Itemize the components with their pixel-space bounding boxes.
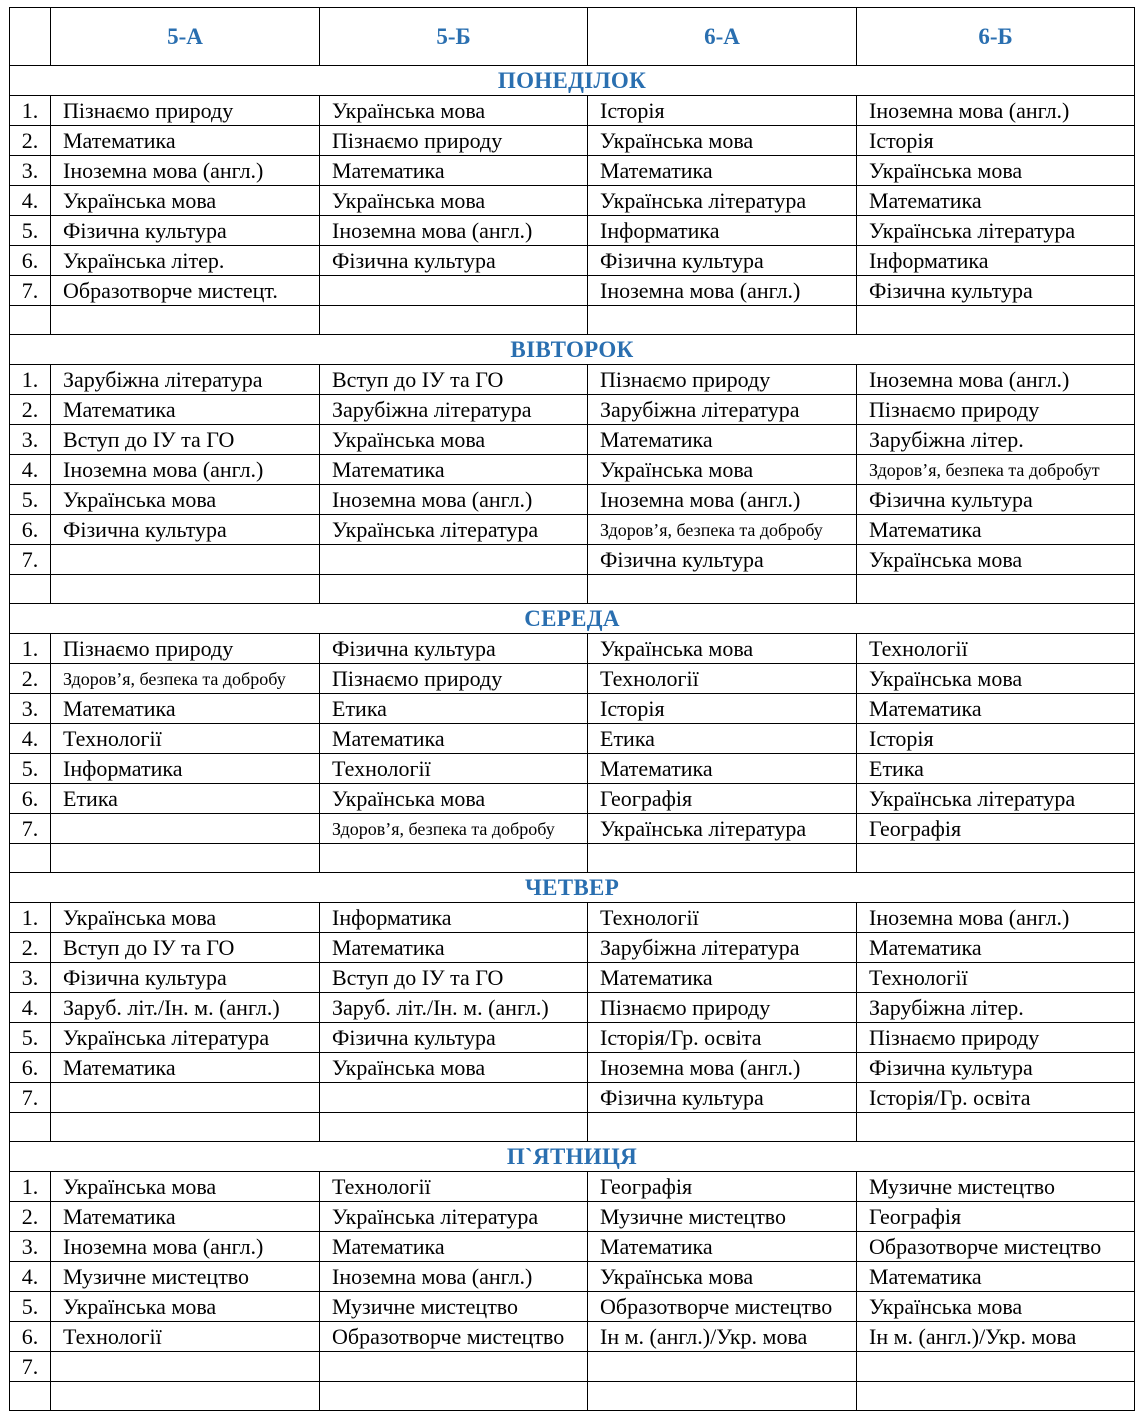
subject-cell-6b: Пізнаємо природу <box>857 395 1135 425</box>
lesson-number: 1. <box>10 365 51 395</box>
subject-cell-6a: Математика <box>588 156 857 186</box>
day-title: ПОНЕДІЛОК <box>10 66 1135 96</box>
subject-cell-5a: Українська мова <box>51 1292 320 1322</box>
lesson-row <box>10 993 1135 1023</box>
lesson-row <box>10 485 1135 515</box>
subject-cell-5a: Фізична культура <box>51 515 320 545</box>
subject-cell-5a: Математика <box>51 1202 320 1232</box>
day-title: СЕРЕДА <box>10 604 1135 634</box>
lesson-number: 4. <box>10 455 51 485</box>
lesson-number: 4. <box>10 993 51 1023</box>
blank-cell <box>10 306 51 335</box>
subject-cell-6b: Фізична культура <box>857 485 1135 515</box>
subject-cell-5b: Музичне мистецтво <box>320 1292 588 1322</box>
blank-cell <box>51 575 320 604</box>
subject-cell-6a: Іноземна мова (англ.) <box>588 1053 857 1083</box>
subject-cell-5a: Пізнаємо природу <box>51 634 320 664</box>
subject-cell-5b: Українська мова <box>320 784 588 814</box>
subject-cell-6a: Здоров’я, безпека та добробу <box>588 515 857 545</box>
subject-cell-6b: Зарубіжна літер. <box>857 993 1135 1023</box>
subject-cell-5a: Технології <box>51 724 320 754</box>
subject-cell-5b <box>320 1352 588 1382</box>
subject-cell-6a: Зарубіжна література <box>588 395 857 425</box>
subject-cell-6a: Фізична культура <box>588 545 857 575</box>
subject-cell-6b: Технології <box>857 634 1135 664</box>
subject-cell-5a: Вступ до ІУ та ГО <box>51 933 320 963</box>
subject-cell-6b: Математика <box>857 515 1135 545</box>
subject-cell-5a: Українська мова <box>51 1172 320 1202</box>
lesson-number: 3. <box>10 1232 51 1262</box>
subject-cell-6b: Фізична культура <box>857 276 1135 306</box>
subject-cell-6b: Українська мова <box>857 156 1135 186</box>
class-header-5b: 5-Б <box>320 8 588 66</box>
subject-cell-5a: Математика <box>51 694 320 724</box>
lesson-number: 6. <box>10 1322 51 1352</box>
lesson-row <box>10 395 1135 425</box>
lesson-number: 4. <box>10 186 51 216</box>
lesson-number: 6. <box>10 1053 51 1083</box>
lesson-number: 5. <box>10 754 51 784</box>
subject-cell-6a: Математика <box>588 963 857 993</box>
lesson-number: 4. <box>10 724 51 754</box>
day-title: ВІВТОРОК <box>10 335 1135 365</box>
subject-cell-6a <box>588 1352 857 1382</box>
lesson-row <box>10 1083 1135 1113</box>
subject-cell-6b: Українська література <box>857 784 1135 814</box>
lesson-row <box>10 903 1135 933</box>
lesson-number: 6. <box>10 784 51 814</box>
class-header-6b: 6-Б <box>857 8 1135 66</box>
lesson-row <box>10 963 1135 993</box>
blank-cell <box>857 844 1135 873</box>
subject-cell-5b: Математика <box>320 455 588 485</box>
subject-cell-6b: Українська мова <box>857 1292 1135 1322</box>
subject-cell-6a: Українська мова <box>588 455 857 485</box>
subject-cell-5a <box>51 1352 320 1382</box>
lesson-row <box>10 754 1135 784</box>
subject-cell-5a: Іноземна мова (англ.) <box>51 1232 320 1262</box>
subject-cell-6b: Математика <box>857 694 1135 724</box>
subject-cell-6a: Образотворче мистецтво <box>588 1292 857 1322</box>
blank-cell <box>320 1113 588 1142</box>
class-header-row <box>10 8 1135 66</box>
blank-cell <box>857 306 1135 335</box>
subject-cell-5a: Зарубіжна література <box>51 365 320 395</box>
subject-cell-6a: Іноземна мова (англ.) <box>588 485 857 515</box>
subject-cell-6b: Етика <box>857 754 1135 784</box>
subject-cell-5a: Українська мова <box>51 186 320 216</box>
subject-cell-5a: Етика <box>51 784 320 814</box>
subject-cell-6a: Українська мова <box>588 634 857 664</box>
lesson-row <box>10 425 1135 455</box>
subject-cell-6a: Фізична культура <box>588 1083 857 1113</box>
subject-cell-5b: Інформатика <box>320 903 588 933</box>
subject-cell-5b: Пізнаємо природу <box>320 126 588 156</box>
schedule-table <box>9 7 1135 1411</box>
lesson-row <box>10 1292 1135 1322</box>
blank-cell <box>320 575 588 604</box>
lesson-row <box>10 126 1135 156</box>
lesson-row <box>10 96 1135 126</box>
lesson-number: 2. <box>10 933 51 963</box>
lesson-number: 7. <box>10 276 51 306</box>
subject-cell-6b: Історія/Гр. освіта <box>857 1083 1135 1113</box>
subject-cell-6b: Математика <box>857 933 1135 963</box>
day-row <box>10 1142 1135 1172</box>
lesson-number: 6. <box>10 515 51 545</box>
subject-cell-5a: Фізична культура <box>51 216 320 246</box>
lesson-number: 2. <box>10 126 51 156</box>
subject-cell-5a: Музичне мистецтво <box>51 1262 320 1292</box>
lesson-row <box>10 664 1135 694</box>
subject-cell-6b: Географія <box>857 814 1135 844</box>
lesson-number: 1. <box>10 903 51 933</box>
lesson-row <box>10 1053 1135 1083</box>
lesson-number: 2. <box>10 395 51 425</box>
subject-cell-5a: Математика <box>51 1053 320 1083</box>
subject-cell-6b: Іноземна мова (англ.) <box>857 365 1135 395</box>
subject-cell-6b: Географія <box>857 1202 1135 1232</box>
subject-cell-5b: Українська література <box>320 1202 588 1232</box>
subject-cell-6b: Музичне мистецтво <box>857 1172 1135 1202</box>
subject-cell-5b: Українська мова <box>320 96 588 126</box>
lesson-row <box>10 515 1135 545</box>
blank-cell <box>10 844 51 873</box>
subject-cell-6b: Фізична культура <box>857 1053 1135 1083</box>
subject-cell-6a: Українська мова <box>588 126 857 156</box>
lesson-row <box>10 1202 1135 1232</box>
subject-cell-5a: Пізнаємо природу <box>51 96 320 126</box>
day-row <box>10 335 1135 365</box>
subject-cell-6a: Українська мова <box>588 1262 857 1292</box>
blank-cell <box>857 1113 1135 1142</box>
subject-cell-5a: Іноземна мова (англ.) <box>51 156 320 186</box>
subject-cell-5b: Зарубіжна література <box>320 395 588 425</box>
subject-cell-6a: Іноземна мова (англ.) <box>588 276 857 306</box>
subject-cell-6b: Пізнаємо природу <box>857 1023 1135 1053</box>
blank-cell <box>51 844 320 873</box>
lesson-number: 5. <box>10 485 51 515</box>
lesson-number: 5. <box>10 1292 51 1322</box>
subject-cell-5b: Іноземна мова (англ.) <box>320 485 588 515</box>
lesson-number: 5. <box>10 216 51 246</box>
blank-cell <box>588 575 857 604</box>
lesson-number: 7. <box>10 1352 51 1382</box>
lesson-number: 5. <box>10 1023 51 1053</box>
subject-cell-5a: Іноземна мова (англ.) <box>51 455 320 485</box>
blank-cell <box>10 575 51 604</box>
blank-row <box>10 1113 1135 1142</box>
class-header-6a: 6-А <box>588 8 857 66</box>
subject-cell-6a: Географія <box>588 1172 857 1202</box>
subject-cell-5a: Здоров’я, безпека та добробу <box>51 664 320 694</box>
lesson-row <box>10 545 1135 575</box>
subject-cell-5a: Математика <box>51 126 320 156</box>
subject-cell-6a: Математика <box>588 425 857 455</box>
subject-cell-5a <box>51 545 320 575</box>
subject-cell-5b: Фізична культура <box>320 1023 588 1053</box>
subject-cell-6b: Здоров’я, безпека та добробут <box>857 455 1135 485</box>
lesson-number: 2. <box>10 1202 51 1232</box>
lesson-row <box>10 276 1135 306</box>
subject-cell-5a: Українська мова <box>51 485 320 515</box>
subject-cell-6b: Історія <box>857 126 1135 156</box>
blank-cell <box>10 1382 51 1411</box>
subject-cell-6b: Інформатика <box>857 246 1135 276</box>
subject-cell-6b: Історія <box>857 724 1135 754</box>
lesson-row <box>10 1172 1135 1202</box>
corner-cell <box>10 8 51 66</box>
day-title: ЧЕТВЕР <box>10 873 1135 903</box>
subject-cell-6a: Музичне мистецтво <box>588 1202 857 1232</box>
subject-cell-6a: Історія/Гр. освіта <box>588 1023 857 1053</box>
lesson-number: 7. <box>10 545 51 575</box>
subject-cell-6b: Українська мова <box>857 545 1135 575</box>
subject-cell-6b: Образотворче мистецтво <box>857 1232 1135 1262</box>
subject-cell-6b: Українська мова <box>857 664 1135 694</box>
blank-cell <box>320 844 588 873</box>
subject-cell-5b: Математика <box>320 1232 588 1262</box>
lesson-row <box>10 1352 1135 1382</box>
lesson-number: 1. <box>10 96 51 126</box>
lesson-row <box>10 814 1135 844</box>
subject-cell-5a <box>51 814 320 844</box>
subject-cell-6a: Інформатика <box>588 216 857 246</box>
subject-cell-6a: Українська література <box>588 814 857 844</box>
lesson-row <box>10 156 1135 186</box>
blank-row <box>10 575 1135 604</box>
lesson-row <box>10 365 1135 395</box>
lesson-row <box>10 724 1135 754</box>
blank-cell <box>588 1382 857 1411</box>
subject-cell-6b <box>857 1352 1135 1382</box>
subject-cell-5a: Заруб. літ./Ін. м. (англ.) <box>51 993 320 1023</box>
subject-cell-6a: Зарубіжна література <box>588 933 857 963</box>
day-row <box>10 66 1135 96</box>
subject-cell-5a: Технології <box>51 1322 320 1352</box>
blank-cell <box>588 844 857 873</box>
subject-cell-5b: Заруб. літ./Ін. м. (англ.) <box>320 993 588 1023</box>
lesson-row <box>10 216 1135 246</box>
subject-cell-5b: Фізична культура <box>320 634 588 664</box>
subject-cell-5a: Інформатика <box>51 754 320 784</box>
blank-row <box>10 844 1135 873</box>
lesson-row <box>10 933 1135 963</box>
blank-row <box>10 1382 1135 1411</box>
subject-cell-6b: Математика <box>857 1262 1135 1292</box>
subject-cell-5b <box>320 545 588 575</box>
lesson-number: 7. <box>10 814 51 844</box>
subject-cell-5b: Образотворче мистецтво <box>320 1322 588 1352</box>
subject-cell-5b: Етика <box>320 694 588 724</box>
subject-cell-5a: Образотворче мистецт. <box>51 276 320 306</box>
subject-cell-5b: Вступ до ІУ та ГО <box>320 963 588 993</box>
subject-cell-6a: Технології <box>588 903 857 933</box>
subject-cell-5a: Математика <box>51 395 320 425</box>
subject-cell-6a: Математика <box>588 1232 857 1262</box>
subject-cell-5b: Математика <box>320 724 588 754</box>
subject-cell-5b: Українська мова <box>320 1053 588 1083</box>
lesson-row <box>10 455 1135 485</box>
blank-cell <box>51 1382 320 1411</box>
subject-cell-6b: Українська література <box>857 216 1135 246</box>
schedule-body <box>10 8 1135 1411</box>
subject-cell-5b: Українська мова <box>320 186 588 216</box>
subject-cell-5b: Здоров’я, безпека та добробу <box>320 814 588 844</box>
lesson-row <box>10 1023 1135 1053</box>
subject-cell-5a: Фізична культура <box>51 963 320 993</box>
blank-cell <box>857 1382 1135 1411</box>
subject-cell-5b: Вступ до ІУ та ГО <box>320 365 588 395</box>
lesson-number: 3. <box>10 156 51 186</box>
class-header-5a: 5-А <box>51 8 320 66</box>
subject-cell-6b: Зарубіжна літер. <box>857 425 1135 455</box>
blank-cell <box>588 1113 857 1142</box>
subject-cell-6b: Математика <box>857 186 1135 216</box>
lesson-number: 6. <box>10 246 51 276</box>
blank-cell <box>320 1382 588 1411</box>
subject-cell-5b: Українська література <box>320 515 588 545</box>
lesson-number: 3. <box>10 694 51 724</box>
blank-row <box>10 306 1135 335</box>
lesson-row <box>10 186 1135 216</box>
subject-cell-6a: Історія <box>588 96 857 126</box>
lesson-row <box>10 1262 1135 1292</box>
lesson-row <box>10 246 1135 276</box>
subject-cell-5b: Іноземна мова (англ.) <box>320 1262 588 1292</box>
subject-cell-5a: Українська літер. <box>51 246 320 276</box>
subject-cell-6b: Ін м. (англ.)/Укр. мова <box>857 1322 1135 1352</box>
subject-cell-6a: Українська література <box>588 186 857 216</box>
lesson-row <box>10 784 1135 814</box>
subject-cell-5b: Технології <box>320 754 588 784</box>
day-title: П`ЯТНИЦЯ <box>10 1142 1135 1172</box>
subject-cell-6a: Технології <box>588 664 857 694</box>
subject-cell-6a: Пізнаємо природу <box>588 993 857 1023</box>
lesson-number: 1. <box>10 634 51 664</box>
lesson-row <box>10 634 1135 664</box>
blank-cell <box>51 306 320 335</box>
lesson-number: 4. <box>10 1262 51 1292</box>
lesson-row <box>10 694 1135 724</box>
subject-cell-5a: Українська література <box>51 1023 320 1053</box>
lesson-number: 3. <box>10 425 51 455</box>
subject-cell-6a: Математика <box>588 754 857 784</box>
subject-cell-5b: Математика <box>320 933 588 963</box>
subject-cell-6a: Пізнаємо природу <box>588 365 857 395</box>
lesson-number: 2. <box>10 664 51 694</box>
subject-cell-5b: Математика <box>320 156 588 186</box>
blank-cell <box>51 1113 320 1142</box>
subject-cell-5b: Українська мова <box>320 425 588 455</box>
subject-cell-6a: Історія <box>588 694 857 724</box>
subject-cell-6a: Географія <box>588 784 857 814</box>
lesson-number: 3. <box>10 963 51 993</box>
lesson-number: 7. <box>10 1083 51 1113</box>
lesson-row <box>10 1322 1135 1352</box>
subject-cell-5b <box>320 276 588 306</box>
subject-cell-6a: Фізична культура <box>588 246 857 276</box>
blank-cell <box>10 1113 51 1142</box>
subject-cell-6b: Іноземна мова (англ.) <box>857 96 1135 126</box>
blank-cell <box>320 306 588 335</box>
subject-cell-5b: Пізнаємо природу <box>320 664 588 694</box>
subject-cell-6a: Ін м. (англ.)/Укр. мова <box>588 1322 857 1352</box>
lesson-row <box>10 1232 1135 1262</box>
subject-cell-5a: Українська мова <box>51 903 320 933</box>
subject-cell-6b: Іноземна мова (англ.) <box>857 903 1135 933</box>
subject-cell-5b <box>320 1083 588 1113</box>
blank-cell <box>588 306 857 335</box>
day-row <box>10 604 1135 634</box>
subject-cell-5b: Фізична культура <box>320 246 588 276</box>
subject-cell-6a: Етика <box>588 724 857 754</box>
day-row <box>10 873 1135 903</box>
subject-cell-5b: Іноземна мова (англ.) <box>320 216 588 246</box>
lesson-number: 1. <box>10 1172 51 1202</box>
subject-cell-5b: Технології <box>320 1172 588 1202</box>
subject-cell-5a: Вступ до ІУ та ГО <box>51 425 320 455</box>
subject-cell-5a <box>51 1083 320 1113</box>
subject-cell-6b: Технології <box>857 963 1135 993</box>
blank-cell <box>857 575 1135 604</box>
